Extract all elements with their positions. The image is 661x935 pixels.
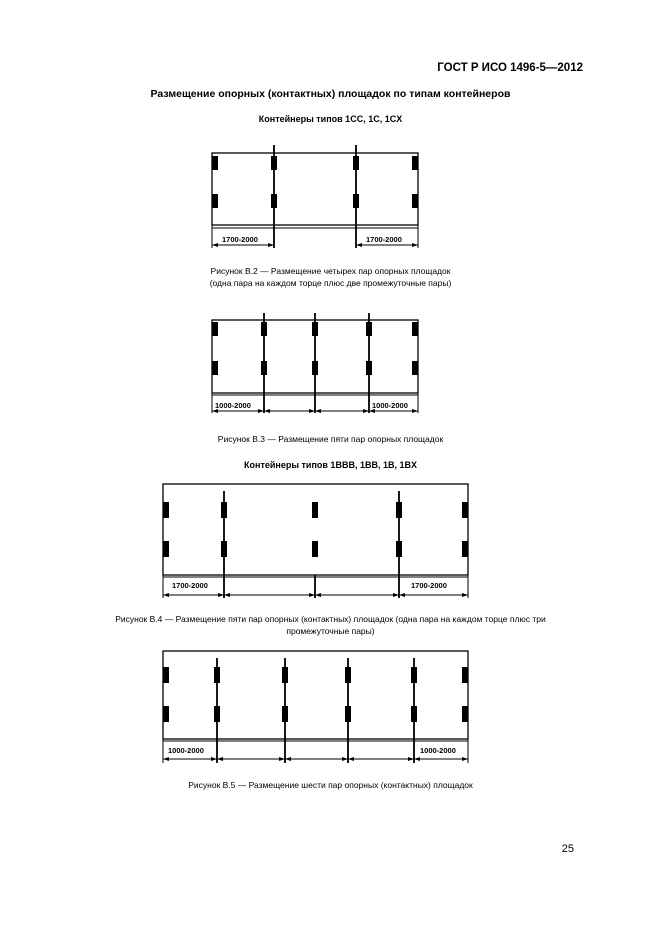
support-pad xyxy=(462,667,468,683)
container-outline xyxy=(163,651,468,739)
support-pad xyxy=(412,322,418,336)
container-outline xyxy=(163,484,468,575)
support-pad xyxy=(345,706,351,722)
container-outline xyxy=(212,153,418,225)
support-pad xyxy=(221,502,227,518)
caption-line: (одна пара на каждом торце плюс две промежуточные пары) xyxy=(209,278,452,288)
dimension-label: 1700-2000 xyxy=(172,581,208,590)
support-pad xyxy=(212,322,218,336)
dimension-label: 1700-2000 xyxy=(366,235,402,244)
support-pad xyxy=(366,361,372,375)
support-pad xyxy=(312,361,318,375)
dimension-label: 1000-2000 xyxy=(215,401,251,410)
support-pad xyxy=(462,541,468,557)
support-pad xyxy=(312,322,318,336)
support-pad xyxy=(163,502,169,518)
support-pad xyxy=(212,194,218,208)
support-pad xyxy=(214,706,220,722)
dimension-arrow xyxy=(412,243,418,247)
support-pad xyxy=(271,194,277,208)
support-pad xyxy=(412,156,418,170)
support-pad xyxy=(411,667,417,683)
figure-caption-b4 xyxy=(40,613,621,637)
figure-caption-b5 xyxy=(40,779,621,791)
support-pad xyxy=(462,502,468,518)
figure-b3-diagram xyxy=(0,305,661,425)
section-heading-1bb: Контейнеры типов 1BBB, 1BB, 1B, 1BX xyxy=(244,460,417,470)
support-pad xyxy=(366,322,372,336)
figure-b4-diagram xyxy=(0,480,661,600)
support-pad xyxy=(212,361,218,375)
support-pad xyxy=(282,667,288,683)
support-pad xyxy=(411,706,417,722)
support-pad xyxy=(312,502,318,518)
support-pad xyxy=(221,541,227,557)
page-title: Размещение опорных (контактных) площадок по типам контейнеров xyxy=(150,88,511,100)
figure-b2-diagram xyxy=(0,140,661,260)
support-pad xyxy=(261,322,267,336)
support-pad xyxy=(345,667,351,683)
caption-line: Рисунок B.5 — Размещение шести пар опорных (контактных) площадок xyxy=(188,780,473,790)
dimension-arrow xyxy=(163,757,169,761)
dimension-label: 1000-2000 xyxy=(168,746,204,755)
section-heading-1cc: Контейнеры типов 1CC, 1C, 1CX xyxy=(258,114,403,124)
support-pad xyxy=(396,502,402,518)
caption-line: Рисунок B.4 — Размещение пяти пар опорных (контактных) площадок (одна пара на каждом торце плюс три xyxy=(115,614,546,624)
support-pad xyxy=(353,194,359,208)
page-number: 25 xyxy=(561,843,574,855)
support-pad xyxy=(396,541,402,557)
dimension-arrow xyxy=(462,593,468,597)
support-pad xyxy=(212,156,218,170)
caption-line: Рисунок B.3 — Размещение пяти пар опорных площадок xyxy=(217,434,444,444)
caption-line: Рисунок B.2 — Размещение четырех пар опорных площадок xyxy=(210,266,451,276)
dimension-label: 1000-2000 xyxy=(372,401,408,410)
support-pad xyxy=(462,706,468,722)
dimension-arrow xyxy=(412,409,418,413)
figure-b5-diagram xyxy=(0,645,661,765)
support-pad xyxy=(412,194,418,208)
support-pad xyxy=(271,156,277,170)
dimension-label: 1000-2000 xyxy=(420,746,456,755)
dimension-arrow xyxy=(462,757,468,761)
support-pad xyxy=(163,706,169,722)
support-pad xyxy=(412,361,418,375)
support-pad xyxy=(163,667,169,683)
caption-line: промежуточные пары) xyxy=(286,626,375,636)
support-pad xyxy=(282,706,288,722)
dimension-arrow xyxy=(212,243,218,247)
support-pad xyxy=(214,667,220,683)
document-code: ГОСТ Р ИСО 1496-5—2012 xyxy=(437,62,583,74)
support-pad xyxy=(163,541,169,557)
support-pad xyxy=(261,361,267,375)
dimension-label: 1700-2000 xyxy=(222,235,258,244)
figure-caption-b3 xyxy=(40,433,621,445)
dimension-arrow xyxy=(163,593,169,597)
dimension-label: 1700-2000 xyxy=(411,581,447,590)
support-pad xyxy=(312,541,318,557)
figure-caption-b2 xyxy=(40,265,621,289)
support-pad xyxy=(353,156,359,170)
